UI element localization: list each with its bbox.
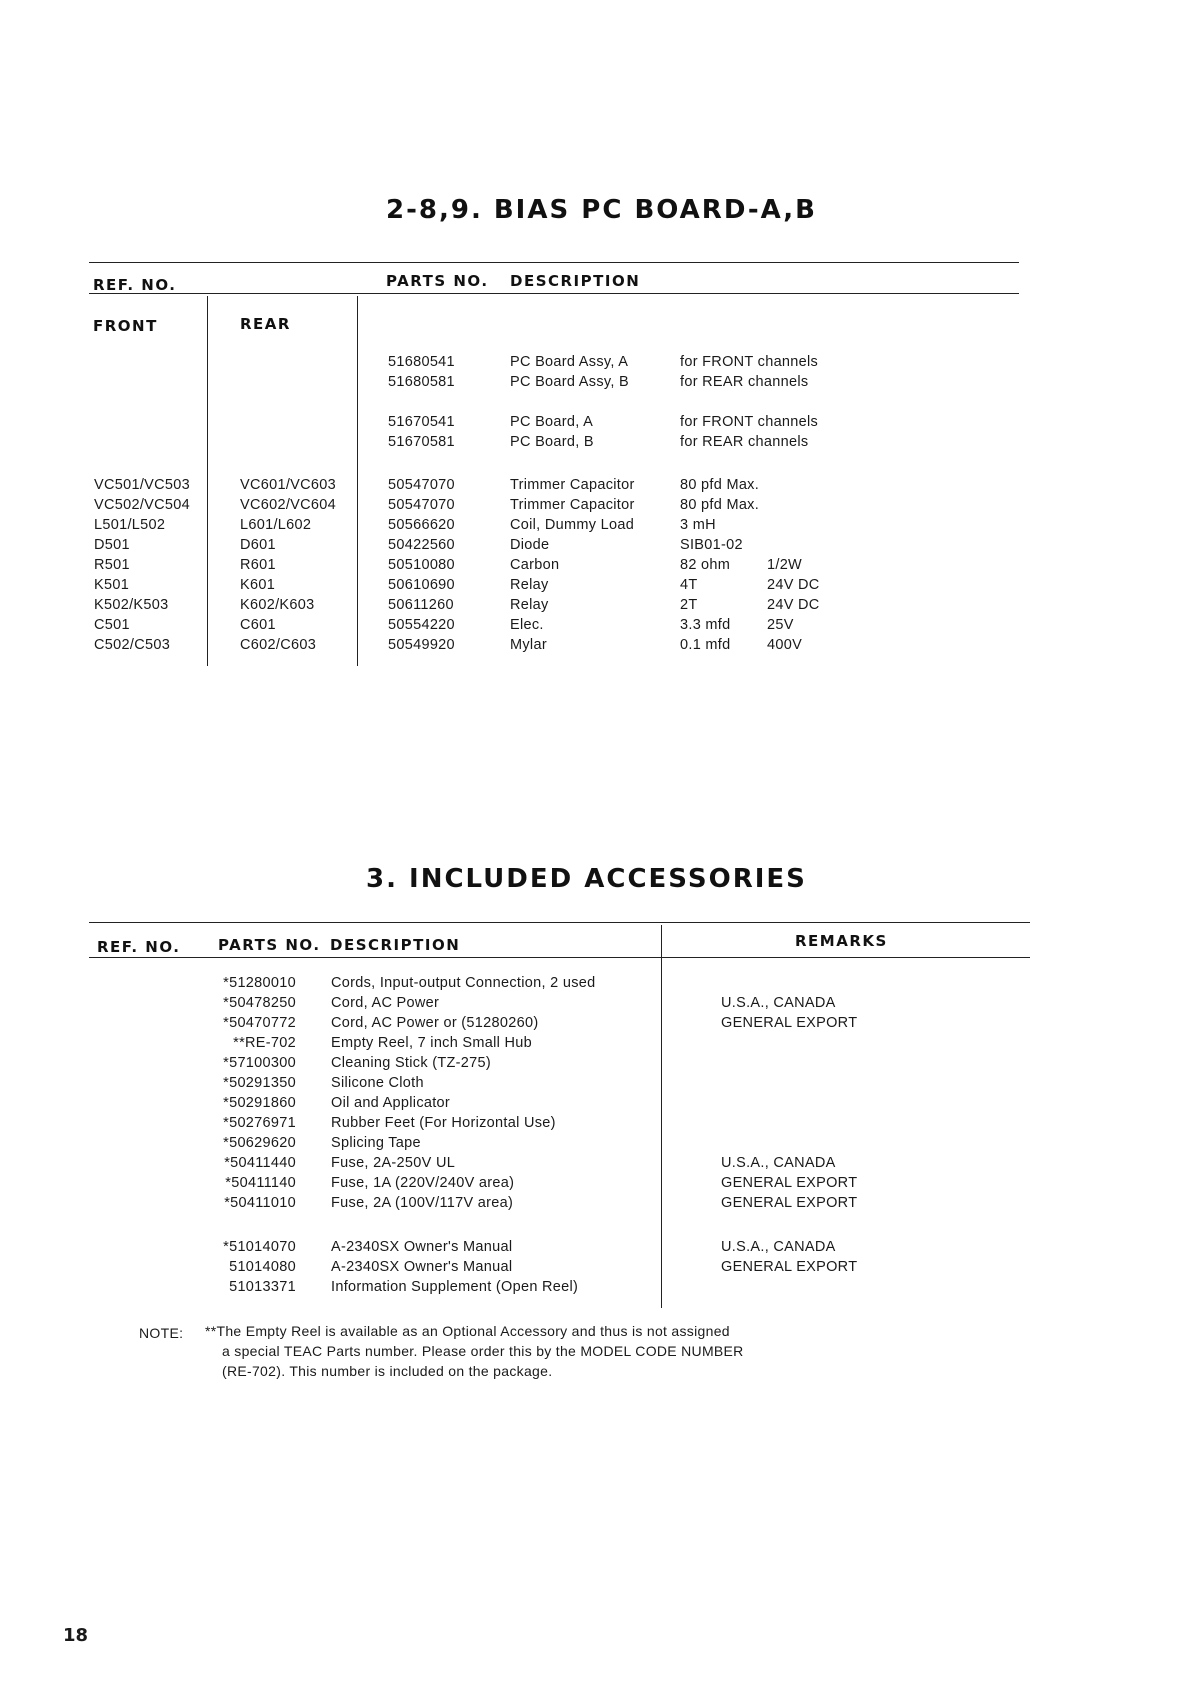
acc-cell-parts: *50629620 [223, 1135, 296, 1151]
bias-cell-front: K502/K503 [94, 597, 169, 613]
acc-cell-parts: *57100300 [223, 1055, 296, 1071]
acc-cell-desc: Fuse, 2A-250V UL [331, 1155, 456, 1171]
bias-cell-rear: L601/L602 [240, 517, 312, 533]
bias-cell-desc: Carbon [510, 557, 560, 573]
acc-cell-desc: Rubber Feet (For Horizontal Use) [331, 1115, 556, 1131]
bias-cell-desc: Trimmer Capacitor [510, 497, 635, 513]
bias-cell-spec: 3 mH [680, 517, 716, 533]
bias-cell-parts: 51670541 [388, 414, 455, 430]
bias-table-top-rule [89, 262, 1019, 263]
acc-cell-parts: *50470772 [223, 1015, 296, 1031]
bias-cell-front: C502/C503 [94, 637, 171, 653]
bias-cell-parts: 51680541 [388, 354, 455, 370]
acc-cell-desc: Empty Reel, 7 inch Small Hub [331, 1035, 533, 1051]
bias-header-description: DESCRIPTION [510, 272, 641, 290]
bias-cell-parts: 50547070 [388, 497, 455, 513]
acc-cell-desc: Silicone Cloth [331, 1075, 424, 1091]
bias-cell-spec: 80 pfd Max. [680, 497, 760, 513]
bias-cell-desc: Relay [510, 597, 549, 613]
bias-cell-desc: PC Board Assy, A [510, 354, 629, 370]
bias-cell-desc: Diode [510, 537, 550, 553]
acc-header-parts-no: PARTS NO. [218, 936, 321, 954]
note-line: (RE-702). This number is included on the package. [222, 1363, 553, 1379]
bias-section-title: 2-8,9. BIAS PC BOARD-A,B [386, 195, 817, 225]
bias-cell-front: VC501/VC503 [94, 477, 190, 493]
bias-cell-spec: 3.3 mfd [680, 617, 731, 633]
bias-cell-desc: Elec. [510, 617, 544, 633]
acc-header-description: DESCRIPTION [330, 936, 461, 954]
acc-cell-desc: A-2340SX Owner's Manual [331, 1259, 513, 1275]
bias-subheader-front: FRONT [93, 317, 158, 335]
acc-cell-parts: *51280010 [223, 975, 296, 991]
bias-header-parts-no: PARTS NO. [386, 272, 489, 290]
bias-cell-desc: PC Board Assy, B [510, 374, 629, 390]
bias-cell-spec2: 24V DC [767, 577, 820, 593]
bias-cell-parts: 50554220 [388, 617, 455, 633]
acc-cell-parts: 51014080 [229, 1259, 296, 1275]
acc-cell-remarks: U.S.A., CANADA [721, 995, 836, 1011]
bias-cell-spec: 80 pfd Max. [680, 477, 760, 493]
acc-cell-parts: *50291350 [223, 1075, 296, 1091]
bias-cell-rear: K601 [240, 577, 276, 593]
bias-cell-parts: 50610690 [388, 577, 455, 593]
bias-cell-spec2: 25V [767, 617, 794, 633]
bias-cell-parts: 50611260 [388, 597, 454, 613]
note-label: NOTE: [139, 1325, 184, 1341]
acc-cell-desc: Fuse, 2A (100V/117V area) [331, 1195, 514, 1211]
bias-cell-front: K501 [94, 577, 130, 593]
acc-cell-desc: Fuse, 1A (220V/240V area) [331, 1175, 515, 1191]
bias-cell-rear: C601 [240, 617, 276, 633]
bias-cell-spec2: 24V DC [767, 597, 820, 613]
bias-cell-spec: for FRONT channels [680, 414, 819, 430]
acc-cell-desc: Cleaning Stick (TZ-275) [331, 1055, 492, 1071]
acc-cell-parts: **RE-702 [233, 1035, 296, 1051]
bias-cell-desc: PC Board, B [510, 434, 594, 450]
bias-cell-parts: 50422560 [388, 537, 455, 553]
bias-cell-rear: VC601/VC603 [240, 477, 336, 493]
bias-cell-parts: 50547070 [388, 477, 455, 493]
bias-cell-front: L501/L502 [94, 517, 166, 533]
bias-cell-parts: 51670581 [388, 434, 455, 450]
acc-cell-remarks: GENERAL EXPORT [721, 1175, 858, 1191]
page-number: 18 [63, 1625, 89, 1646]
accessories-section-title: 3. INCLUDED ACCESSORIES [366, 864, 807, 894]
acc-cell-parts: *50276971 [223, 1115, 296, 1131]
acc-cell-parts: *50411140 [225, 1175, 296, 1191]
acc-header-ref-no: REF. NO. [97, 938, 181, 956]
bias-cell-desc: PC Board, A [510, 414, 594, 430]
bias-cell-spec: for REAR channels [680, 374, 809, 390]
acc-cell-desc: Cords, Input-output Connection, 2 used [331, 975, 596, 991]
bias-cell-spec2: 400V [767, 637, 803, 653]
acc-cell-parts: *50411440 [224, 1155, 296, 1171]
bias-cell-rear: R601 [240, 557, 276, 573]
bias-divider-rear-parts [357, 296, 358, 666]
bias-cell-spec: 4T [680, 577, 698, 593]
bias-cell-desc: Mylar [510, 637, 547, 653]
bias-cell-desc: Relay [510, 577, 549, 593]
note-line: a special TEAC Parts number. Please order this by the MODEL CODE NUMBER [222, 1343, 744, 1359]
bias-cell-front: R501 [94, 557, 130, 573]
acc-header-remarks: REMARKS [795, 932, 888, 950]
bias-cell-rear: VC602/VC604 [240, 497, 336, 513]
acc-cell-desc: Splicing Tape [331, 1135, 421, 1151]
bias-cell-desc: Coil, Dummy Load [510, 517, 635, 533]
bias-cell-front: VC502/VC504 [94, 497, 190, 513]
acc-cell-remarks: GENERAL EXPORT [721, 1259, 858, 1275]
bias-header-ref-no: REF. NO. [93, 276, 177, 294]
acc-cell-parts: *51014070 [223, 1239, 296, 1255]
acc-cell-remarks: GENERAL EXPORT [721, 1195, 858, 1211]
acc-table-top-rule [89, 922, 1030, 923]
bias-cell-spec: for REAR channels [680, 434, 809, 450]
note-line: **The Empty Reel is available as an Optional Accessory and thus is not assigned [205, 1323, 730, 1339]
bias-cell-parts: 51680581 [388, 374, 455, 390]
acc-cell-parts: 51013371 [229, 1279, 296, 1295]
bias-table-header-rule [89, 293, 1019, 294]
bias-cell-spec: 0.1 mfd [680, 637, 731, 653]
bias-subheader-rear: REAR [240, 315, 291, 333]
acc-cell-parts: *50291860 [223, 1095, 296, 1111]
bias-cell-spec: 82 ohm [680, 557, 731, 573]
bias-cell-parts: 50566620 [388, 517, 455, 533]
acc-cell-desc: Information Supplement (Open Reel) [331, 1279, 579, 1295]
bias-cell-parts: 50510080 [388, 557, 455, 573]
bias-cell-front: D501 [94, 537, 130, 553]
acc-table-header-rule [89, 957, 1030, 958]
acc-cell-desc: Oil and Applicator [331, 1095, 451, 1111]
acc-cell-remarks: U.S.A., CANADA [721, 1155, 836, 1171]
bias-cell-rear: D601 [240, 537, 276, 553]
acc-cell-remarks: U.S.A., CANADA [721, 1239, 836, 1255]
acc-cell-remarks: GENERAL EXPORT [721, 1015, 858, 1031]
bias-cell-spec: for FRONT channels [680, 354, 819, 370]
bias-cell-rear: C602/C603 [240, 637, 317, 653]
bias-cell-parts: 50549920 [388, 637, 455, 653]
acc-divider-remarks [661, 925, 662, 1308]
bias-cell-spec2: 1/2W [767, 557, 803, 573]
acc-cell-desc: Cord, AC Power or (51280260) [331, 1015, 539, 1031]
acc-cell-parts: *50478250 [223, 995, 296, 1011]
bias-cell-front: C501 [94, 617, 130, 633]
bias-cell-rear: K602/K603 [240, 597, 315, 613]
acc-cell-desc: Cord, AC Power [331, 995, 440, 1011]
bias-cell-spec: 2T [680, 597, 698, 613]
acc-cell-parts: *50411010 [224, 1195, 296, 1211]
bias-cell-spec: SIB01-02 [680, 537, 743, 553]
bias-divider-front-rear [207, 296, 208, 666]
acc-cell-desc: A-2340SX Owner's Manual [331, 1239, 513, 1255]
bias-cell-desc: Trimmer Capacitor [510, 477, 635, 493]
